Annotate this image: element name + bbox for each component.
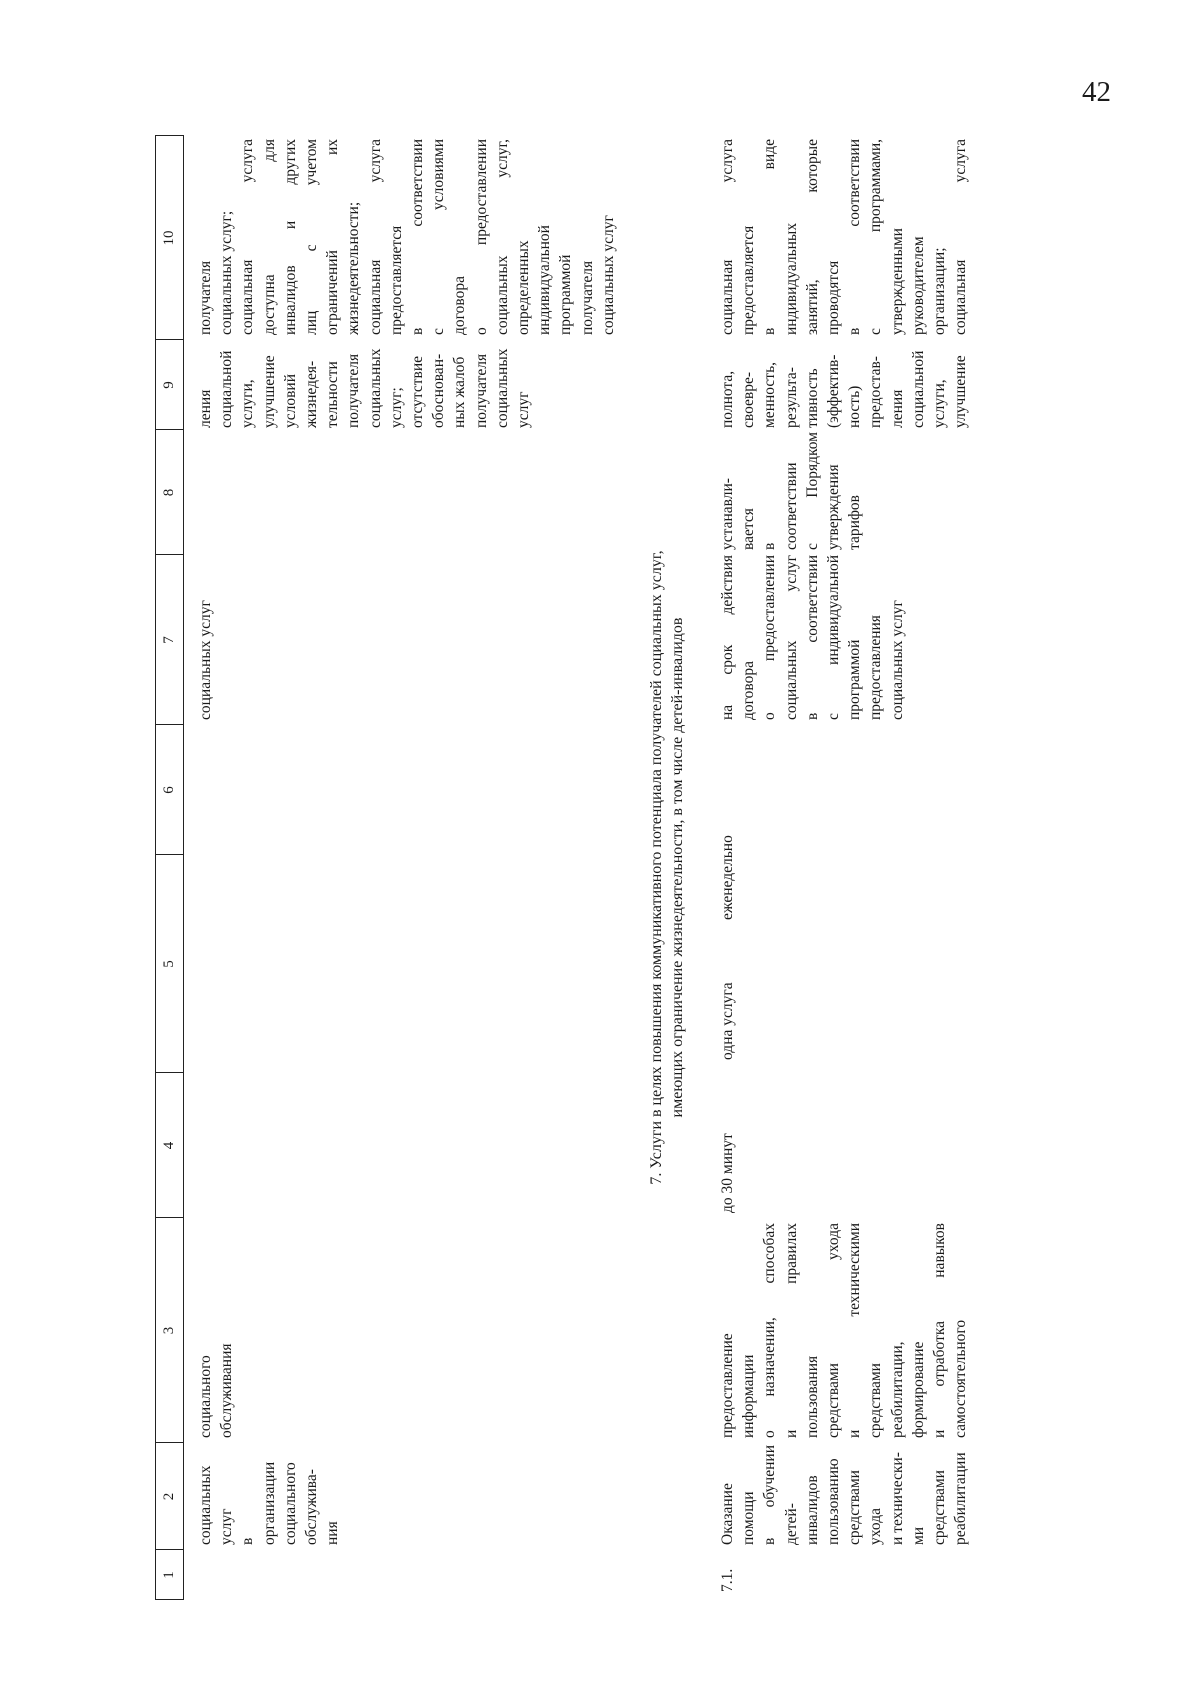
text-line: организации [260,1461,278,1545]
text-line: Оказание [719,1483,736,1545]
text-line: предоставляется [387,225,405,335]
text-line: социального [197,1355,214,1438]
column-number-2: 2 [161,1492,177,1501]
text-line: предоставляется [740,225,758,335]
text-line: с Порядком [803,432,821,550]
text-line: пользования [803,1355,821,1438]
text-line: предоставления [867,615,885,720]
rotated-table-page [155,135,1095,1600]
row-7-1-col2 [717,1445,971,1545]
row-7-1-col8 [717,432,865,550]
text-line: в соответствии [409,139,427,335]
column-number-4: 4 [161,1141,177,1150]
row-7-1-col10 [717,139,971,335]
text-line: и отработка навыков [931,1223,949,1438]
text-line: детей- [782,1503,800,1545]
text-line: ми [909,1526,927,1545]
text-line: услуг [218,1508,236,1545]
text-line: социальных услуг [197,600,214,720]
text-line: социальных услуг [599,215,617,335]
text-line: получателя [197,260,214,335]
text-line: на срок действия [719,555,736,720]
text-line: индивидуальных [782,222,800,335]
text-line: ность) [846,385,864,428]
text-line: информации [740,1354,758,1438]
text-line: о назначении, способах [761,1223,779,1438]
continued-col2 [195,1445,343,1545]
table-top-border [155,135,156,1600]
text-line: устанавли- [719,478,736,550]
text-line: лиц с учетом [303,139,321,335]
column-number-3: 3 [161,1326,177,1335]
text-line: реабилитации [952,1452,970,1545]
text-line: обоснован- [430,353,448,428]
text-line: проводятся [825,260,843,335]
text-line: одна услуга [719,982,736,1060]
text-line: с индивидуальной [825,555,843,720]
column-number-6: 6 [161,786,177,794]
row-7-1-col3 [717,1223,971,1438]
text-line: социальных услуг [888,600,906,720]
continued-col9 [195,340,534,428]
text-line: и техническими [846,1223,864,1438]
text-line: социальная услуга [719,139,736,335]
column-number-5: 5 [161,960,177,968]
text-line: утверждения [825,464,843,550]
text-line: и технически- [888,1452,906,1545]
text-line: в обучении [761,1445,779,1545]
text-line: о предоставлении [761,555,779,720]
text-line: тивность [803,368,821,428]
text-line: договора [451,276,469,335]
text-line: самостоятельного [952,1319,970,1438]
text-line: средствами [931,1470,949,1545]
text-line: с программами, [867,139,885,335]
text-line: средствами ухода [825,1223,843,1438]
text-line: менность, [761,361,779,428]
text-line: услуг [515,391,533,428]
text-line: обслуживания [218,1343,236,1438]
text-line: помощи [740,1491,758,1545]
text-line: с условиями [430,139,448,335]
text-line: (эффектив- [825,354,843,428]
text-line: до 30 минут [719,1133,736,1213]
text-line: в [761,542,779,550]
text-line: пользованию [825,1458,843,1545]
text-line: ления [888,389,906,428]
text-line: получателя [578,260,596,335]
text-line: средствами [867,1363,885,1438]
text-line: реабилитации, [888,1341,906,1438]
column-number-7: 7 [161,636,177,644]
text-line: занятий, которые [803,139,821,335]
row-7-1-col7 [717,555,908,720]
text-line: в соответствии [846,139,864,335]
text-line: социального [281,1462,299,1545]
text-line: отсутствие [409,355,427,428]
text-line: жизнедеятельности; [345,201,363,335]
text-line: инвалидов и других [281,139,299,335]
text-line: о предоставлении [472,139,490,335]
text-line: социальных услуг [782,555,800,720]
text-line: индивидуальной [536,225,554,335]
text-line: ления [197,389,214,428]
text-line: предоставление [719,1333,736,1438]
text-line: вается [740,508,758,550]
text-line: социальных услуг; [218,210,236,335]
text-line: тельности [324,361,342,428]
text-line: социальных [197,1465,214,1545]
text-line: тарифов [846,495,864,550]
text-line: улучшение [952,355,970,428]
text-line: программой [557,254,575,335]
text-line: утвержденными [888,228,906,335]
text-line: договора [740,661,758,720]
column-number-8: 8 [161,488,177,497]
row-7-1-number: 7.1. [719,1568,736,1592]
row-7-1-col6 [717,730,738,920]
section-heading-line: имеющих ограничение жизнедеятельности, в том числе детей-инвалидов [669,617,686,1118]
text-line: социальной [218,350,236,428]
text-line: формирование [909,1341,927,1438]
text-line: получателя [345,353,363,428]
text-line: определенных [515,240,533,335]
text-line: в виде [761,139,779,335]
text-line: жизнедея- [303,360,321,428]
text-line: программой [846,639,864,720]
text-line: в соответствии [803,555,821,720]
text-line: ния [324,1521,342,1545]
row-7-1-col4 [717,1073,738,1213]
header-bottom-border [183,135,184,1600]
text-line: в [239,1537,257,1545]
text-line: условий [281,373,299,428]
text-line: социальная услуга [952,139,970,335]
text-line: средствами [846,1470,864,1545]
section-heading [646,135,688,1600]
text-line: социальных услуг, [493,139,511,335]
services-table [155,135,1095,1600]
text-line: организации; [931,247,949,335]
text-line: результа- [782,367,800,428]
column-number-9: 9 [161,381,177,389]
column-number-10: 10 [161,230,177,246]
text-line: услуги, [239,379,257,428]
section-heading-line: 7. Услуги в целях повышения коммуникативного потенциала получателей социальных услуг, [648,550,665,1185]
page-number: 42 [1082,76,1111,108]
row-7-1-col9 [717,340,971,428]
text-line: социальной [909,350,927,428]
text-line: еженедельно [719,835,736,920]
text-line: соответствии [782,462,800,550]
text-line: и правилах [782,1223,800,1438]
continued-col10 [195,139,619,335]
text-line: ограничений их [324,139,342,335]
text-line: социальная услуга [366,139,384,335]
text-line: инвалидов [803,1475,821,1545]
text-line: услуг; [387,387,405,428]
text-line: руководителем [909,236,927,335]
text-line: социальная услуга [239,139,257,335]
text-line: услуги, [931,379,949,428]
text-line: ухода [867,1508,885,1545]
text-line: социальных [366,348,384,428]
continued-col7 [195,555,216,720]
text-line: своевре- [740,371,758,428]
text-line: предостав- [867,356,885,428]
continued-col3 [195,1223,237,1438]
text-line: получателя [472,353,490,428]
text-line: улучшение [260,355,278,428]
text-line: социальных [493,348,511,428]
text-line: обслужива- [303,1469,321,1545]
column-number-1: 1 [161,1571,177,1579]
text-line: полнота, [719,370,736,428]
text-line: доступна для [260,139,278,335]
text-line: ных жалоб [451,356,469,428]
